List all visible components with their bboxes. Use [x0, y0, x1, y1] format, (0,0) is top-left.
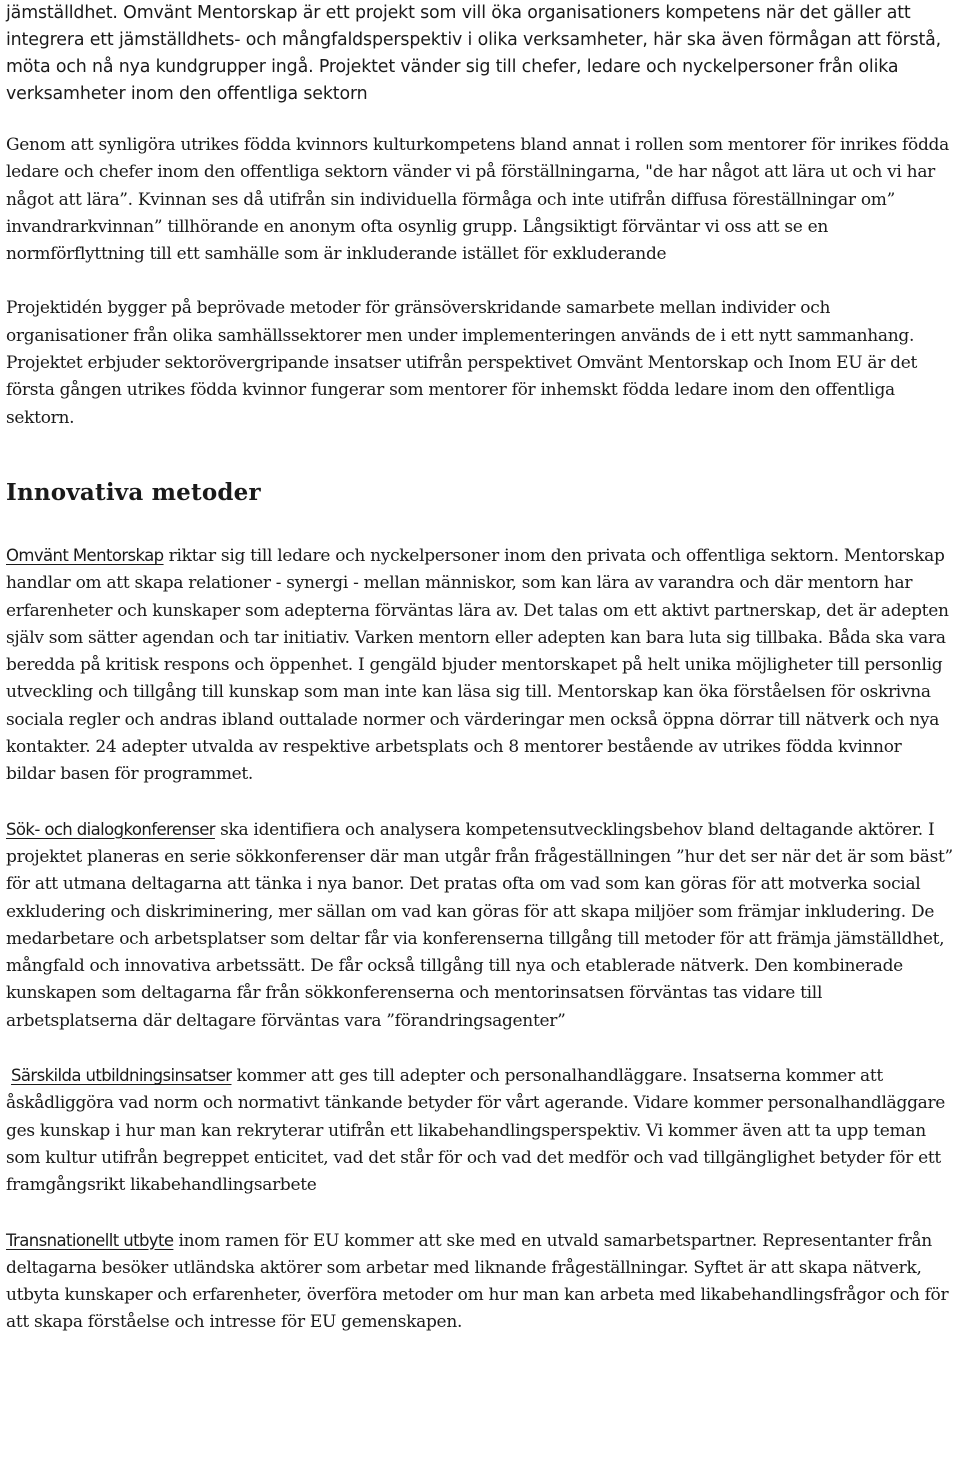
- sok-dialogkonferenser-text: ska identifiera och analysera kompetensutvecklingsbehov bland deltagande aktörer. I projektet planeras en serie sökkonferenser där man utgår från frågeställningen ”hur det ser när det är som bäst” för att utmana deltagarna att tänka i nya banor. Det pratas ofta om vad som kan göras för att motverka social exkludering och diskriminering, mer sällan om vad kan göras för att skapa miljöer som främjar inkludering. De medarbetare och arbetsplatser som deltar får via konferenserna tillgång till metoder för att främja jämställdhet, mångfald och innovativa arbetssätt. De får också tillgång till nya och etablerade nätverk. Den kombinerade kunskapen som deltagarna får från sökkonferenserna och mentorinsatsen förväntas tas vidare till arbetsplatserna där deltagare förväntas vara ”förandringsagenter”: [6, 819, 953, 1031]
- utbildningsinsatser-term: Särskilda utbildningsinsatser: [11, 1066, 232, 1086]
- transnationellt-utbyte-paragraph: [6, 1227, 954, 1337]
- omvant-mentorskap-paragraph: [6, 542, 954, 789]
- omvant-mentorskap-term: Omvänt Mentorskap: [6, 545, 164, 565]
- sok-dialogkonferenser-term: Sök- och dialogkonferenser: [6, 819, 215, 839]
- kulturkompetens-paragraph: Genom att synligöra utrikes födda kvinnors kulturkompetens bland annat i rollen som mentorer för inrikes födda ledare och chefer inom den offentliga sektorn vänder vi på förställningarna, "de har något att lära ut och vi har något att lära”. Kvinnan ses då utifrån sin individuella förmåga och inte utifrån diffusa föreställningar om” invandrarkvinnan” tillhörande en anonym ofta osynlig grupp. Långsiktigt förväntar vi oss att se en normförflyttning till ett samhälle som är inkluderande istället för exkluderande: [6, 135, 949, 265]
- utbildningsinsatser-text: kommer att ges till adepter och personalhandläggare. Insatserna kommer att åskådliggöra vad norm och normativt tänkande betyder för vårt agerande. Vidare kommer personalhandläggare ges kunskap i hur man kan rekryterar utifrån ett likabehandlingsperspektiv. Vi kommer även att ta upp teman som kultur utifrån begreppet enticitet, vad det står för och vad det medför och vad tillgänglighet betyder för ett framgångsrikt likabehandlingsarbete: [6, 1066, 946, 1196]
- projektiden-paragraph: Projektidén bygger på beprövade metoder för gränsöverskridande samarbete mellan individer och organisationer från olika samhällssektorer men under implementeringen används de i ett nytt sammanhang. Projektet erbjuder sektorövergripande insatser utifrån perspektivet Omvänt Mentorskap och Inom EU är det första gången utrikes födda kvinnor fungerar som mentorer för inhemskt födda ledare inom den offentliga sektorn.: [6, 298, 918, 428]
- sok-dialogkonferenser-paragraph: [6, 816, 954, 1035]
- document-page: [6, 0, 954, 1364]
- transnationellt-utbyte-term: Transnationellt utbyte: [6, 1230, 174, 1250]
- omvant-mentorskap-text: riktar sig till ledare och nyckelpersoner inom den privata och offentliga sektorn. Mentorskap handlar om att skapa relationer - synergi - mellan människor, som kan lära av varandra och där mentorn har erfarenheter och kunskaper som adepterna förväntas lära av. Det talas om ett aktivt partnerskap, det är adepten själv som sätter agendan och tar initiativ. Varken mentorn eller adepten kan bara luta sig tillbaka. Båda ska vara beredda på kritisk respons och öppenhet. I gengäld bjuder mentorskapet på helt unika möjligheter till personlig utveckling och tillgång till kunskap som man inte kan läsa sig till. Mentorskap kan öka förståelsen för oskrivna sociala regler och andras ibland outtalade normer och värderingar men också öppna dörrar till nätverk och nya kontakter. 24 adepter utvalda av respektive arbetsplats och 8 mentorer bestående av utrikes födda kvinnor bildar basen för programmet.: [6, 545, 949, 785]
- transnationellt-utbyte-text: inom ramen för EU kommer att ske med en utvald samarbetspartner. Representanter från deltagarna besöker utländska aktörer som arbetar med liknande frågeställningar. Syftet är att skapa nätverk, utbyta kunskaper och erfarenheter, överföra metoder om hur man kan arbeta med likabehandlingsfrågor och för att skapa förståelse och intresse för EU gemenskapen.: [6, 1230, 949, 1333]
- intro-paragraph: jämställdhet. Omvänt Mentorskap är ett projekt som vill öka organisationers kompetens när det gäller att integrera ett jämställdhets- och mångfaldsperspektiv i olika verksamheter, här ska även förmågan att förstå, möta och nå nya kundgrupper ingå. Projektet vänder sig till chefer, ledare och nyckelpersoner från olika verksamheter inom den offentliga sektorn: [6, 3, 942, 104]
- section-heading: Innovativa metoder: [6, 478, 261, 506]
- utbildningsinsatser-paragraph: [6, 1062, 954, 1199]
